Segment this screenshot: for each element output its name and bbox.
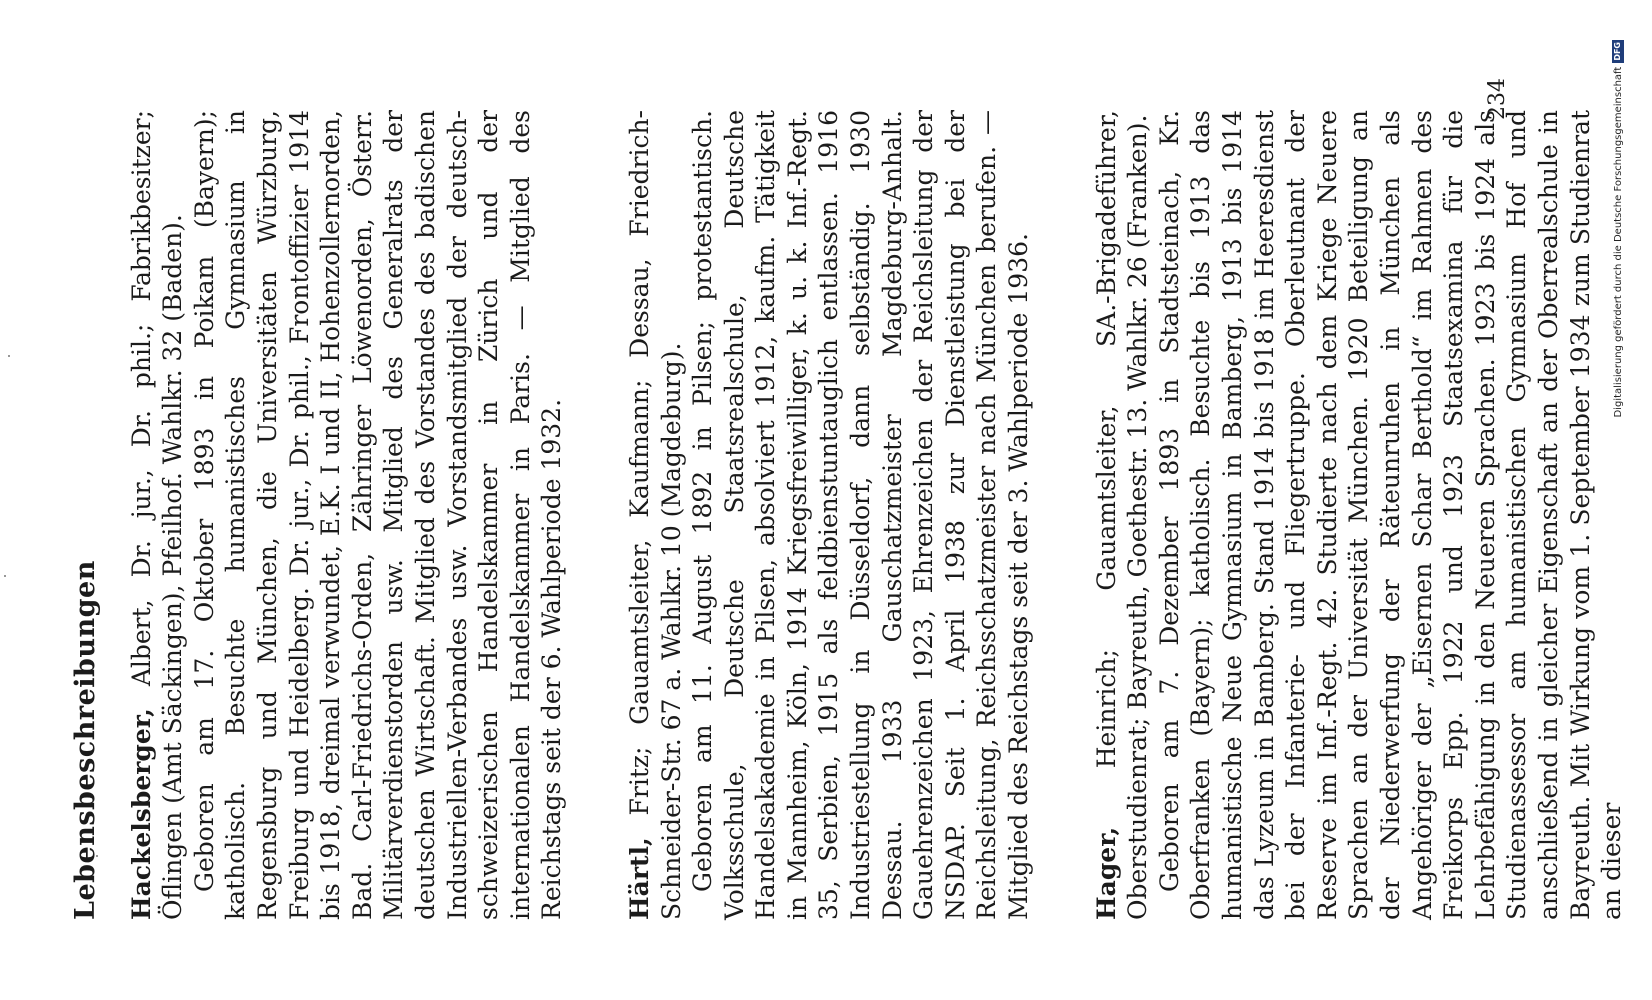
entry-body: Geboren am 11. August 1892 in Pilsen; protestantisch. Volksschule, Deutsche Staatsrealschule, Deutsche Handelsakademie in Pilsen, absolviert 1912, kaufm. Tätigkeit in Mannheim, Köln, 1914 Kriegsfreiwilliger, k. u. k. Inf.-Regt. 35, Serbien, 1915 als feldbienstuntauglich entlassen. 1916 Industriestellung in Düsseldorf, dann selbständig. 1930 Dessau. 1933 Gauschatzmeister Magdeburg-Anhalt. Gauehrenzeichen 1923, Ehrenzeichen der Reichsleitung der NSDAP. Seit 1. April 1938 zur Dienstleistung bei der Reichsleitung, Reichsschatzmeister nach München berufen. — Mitglied des Reichstags seit der 3. Wahlperiode 1936. (688, 110, 1034, 920)
entry-header (126, 110, 189, 920)
entry-body: Geboren am 7. Dezember 1893 in Stadtsteinach, Kr. Oberfranken (Bayern); katholisch. Besuchte bis 1913 das humanistische Neue Gymnasium in Bamberg, 1913 bis 1914 das Lyzeum in Bamberg. Stand 1914 bis 1918 im Heeresdienst bei der Infanterie- und Fliegertruppe. Oberleutnant der Reserve im Inf.-Regt. 42. Studierte nach dem Kriege Neuere Sprachen an der Universität München. 1920 Beteiligung an der Niederwerfung der Räteunruhen in München als Angehöriger der „Eisernen Schar Berthold“ im Rahmen des Freikorps Epp. 1922 und 1923 Staatsexamina für die Lehrbefähigung in den Neueren Sprachen. 1923 bis 1924 als Studienassessor am humanistischen Gymnasium Hof und anschließend in gleicher Eigenschaft an der Oberrealschule in Bayreuth. Mit Wirkung vom 1. September 1934 zum Studienrat an dieser (1154, 110, 1627, 920)
entry-header-details: Fritz; Gauamtsleiter, Kaufmann; Dessau, Friedrich-Schneider-Str. 67 a. Wahlkr. 10 (Magdeburg). (624, 110, 686, 920)
section-heading: Lebensbeschreibungen (70, 560, 101, 920)
entry-header-details: Albert, Dr. jur., Dr. phil.; Fabrikbesitzer; Öflingen (Amt Säckingen), Pfeilhof. Wahlkr. 32 (Baden). (126, 110, 188, 920)
biography-entry (1091, 110, 1628, 920)
entry-header (624, 110, 687, 920)
page-number: 234 (1485, 78, 1510, 120)
digitization-credit (1612, 40, 1624, 960)
entry-surname: Hager, (1091, 826, 1121, 920)
document-body (70, 110, 1652, 920)
entry-header (1091, 110, 1154, 920)
dfg-logo: DFG (1613, 42, 1622, 61)
entry-surname: Hackelsberger, (126, 708, 156, 920)
biography-entry (126, 110, 568, 920)
biography-entry (624, 110, 1035, 920)
entry-surname: Härtl, (624, 837, 654, 920)
credit-text: Digitalisierung gefördert durch die Deutsche Forschungsgemeinschaft (1612, 66, 1624, 418)
entry-header-details: Heinrich; Gauamtsleiter, SA.-Brigadeführer, Oberstudienrat; Bayreuth, Goethestr. 13. Wahlkr. 26 (Franken). (1091, 110, 1153, 920)
entry-body: Geboren am 17. Oktober 1893 in Poikam (Bayern); katholisch. Besuchte humanistisches Gymnasium in Regensburg und München, die Universitäten Würzburg, Freiburg und Heidelberg. Dr. jur., Dr. phil., Frontoffizier 1914 bis 1918, dreimal verwundet, E.K. I und II, Hohenzollernorden, Bad. Carl-Friedrichs-Orden, Zähringer Löwenorden, Österr. Militärverdienstorden usw. Mitglied des Generalrats der deutschen Wirtschaft. Mitglied des Vorstandes des badischen Industriellen-Verbandes usw. Vorstandsmitglied der deutsch-schweizerischen Handelskammer in Zürich und der internationalen Handelskammer in Paris. — Mitglied des Reichstags seit der 6. Wahlperiode 1932. (189, 110, 567, 920)
